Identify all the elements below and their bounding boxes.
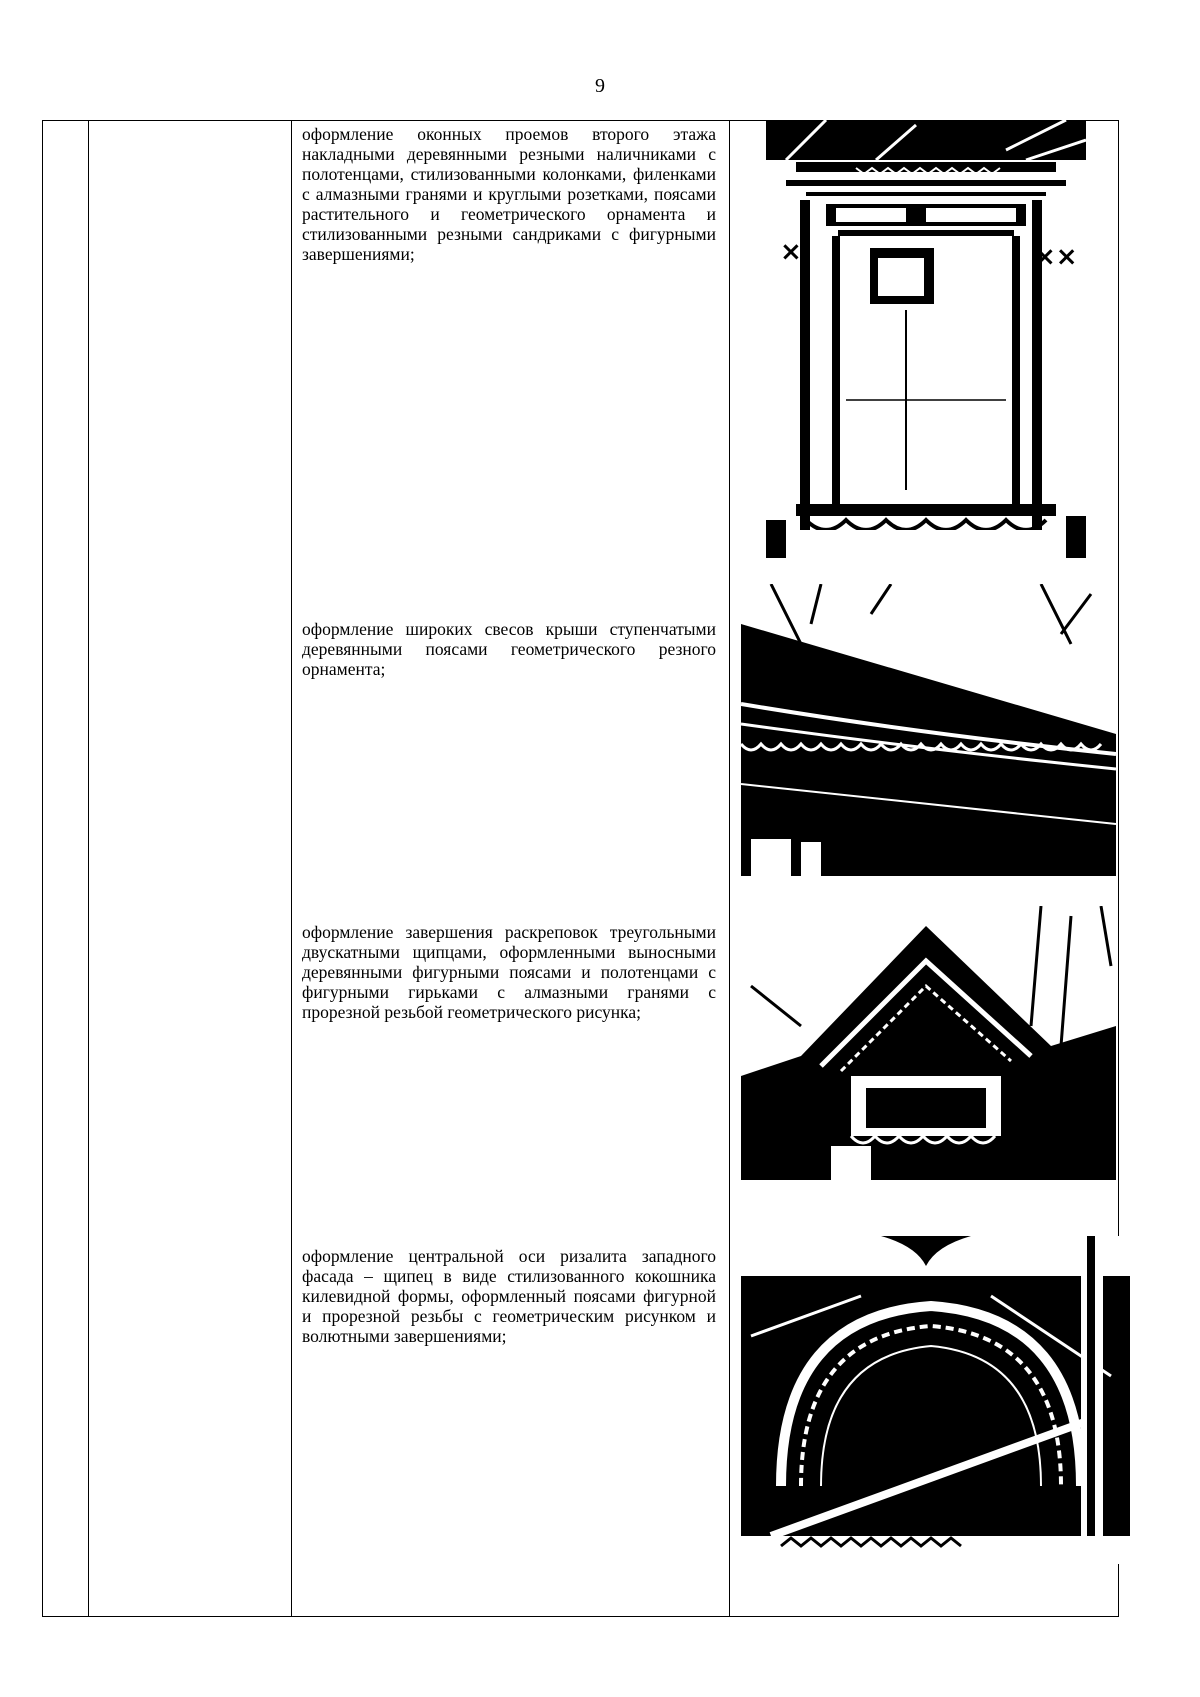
roof-eaves-photo [741,584,1116,876]
index-cell [43,121,89,1617]
page-number: 9 [595,75,605,97]
entry-text-kokoshnik: оформление центральной оси ризалита западного фасада – щипец в виде стилизованного кокошника килевидной формы, оформленный поясами фигурной и прорезной резьбы с геометрическим рисунком и волютными завершениями; [302,1246,716,1346]
kokoshnik-gable-photo [741,1236,1130,1564]
svg-text:××: ×× [1034,242,1078,272]
object-cell [89,121,292,1617]
entry-text-gable: оформление завершения раскреповок треугольными двускатными щипцами, оформленными выносными деревянными фигурными поясами и полотенцами с фигурными гирьками с алмазными гранями с прорезной резьбой геометрического рисунка; [302,922,716,1022]
description-cell [292,121,730,1617]
entry-text-window: оформление оконных проемов второго этажа накладными деревянными резными наличниками с полотенцами, стилизованными колонками, филенками с алмазными гранями и круглыми розетками, поясами растительного и геометрического орнамента и стилизованными резными сандриками с фигурными завершениями; [302,124,716,264]
svg-text:×: × [780,237,802,267]
gable-photo [741,906,1116,1180]
window-frame-photo [766,120,1086,558]
entry-text-eaves: оформление широких свесов крыши ступенчатыми деревянными поясами геометрического резного орнамента; [302,619,716,679]
